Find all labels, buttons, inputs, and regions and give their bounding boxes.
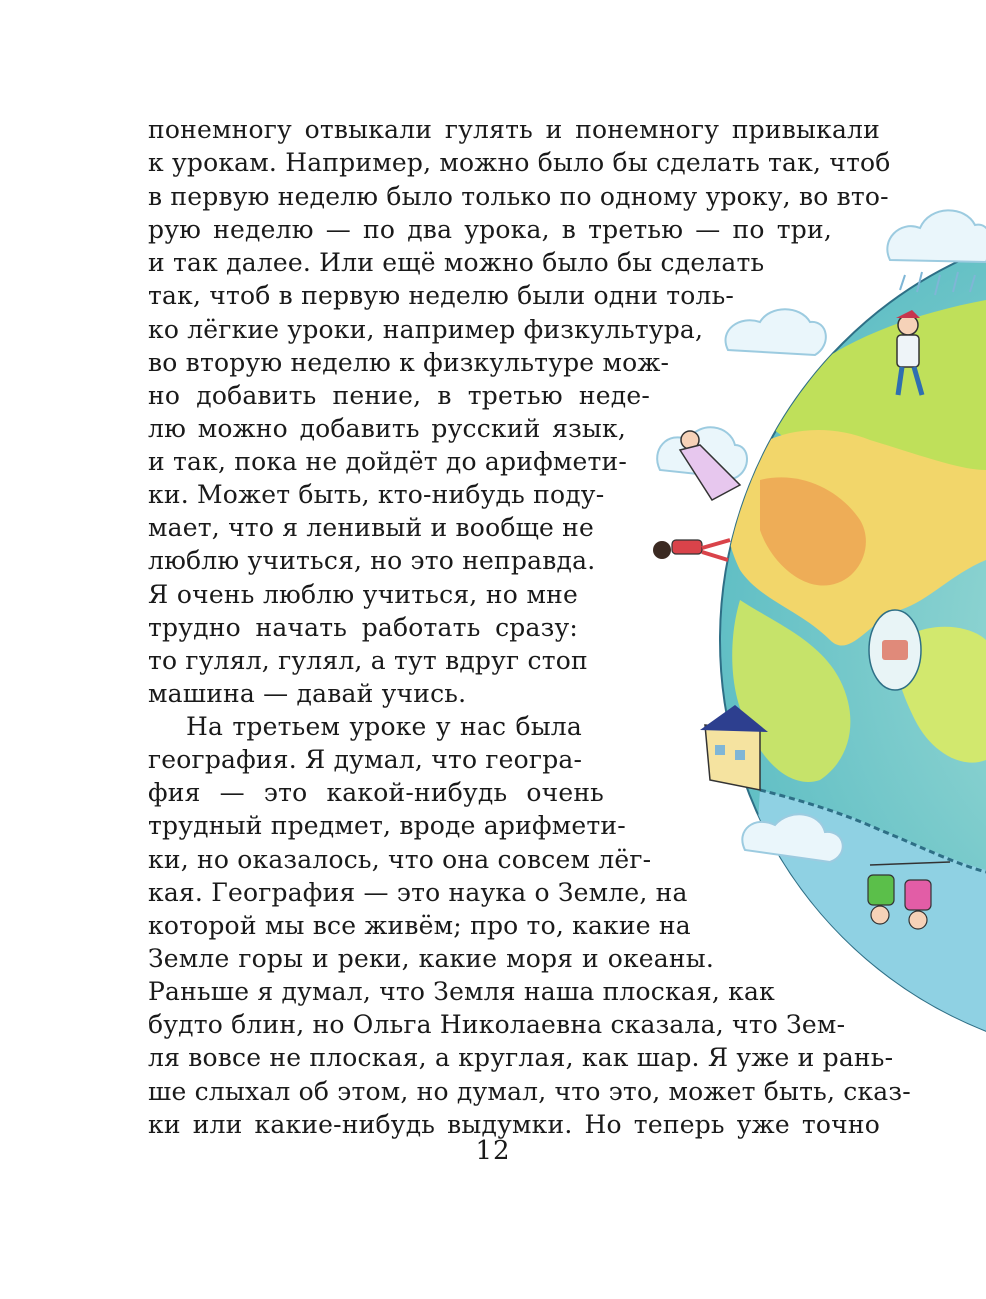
text-line: будто блин, но Ольга Николаевна сказала, что Зем- — [148, 1010, 846, 1039]
text-line: мает, что я ленивый и вообще не — [148, 513, 595, 542]
paragraph-first-line: На третьем уроке у нас была — [186, 712, 582, 741]
child-red-figure — [653, 540, 730, 560]
text-line: лю можно добавить русский язык, — [148, 414, 626, 443]
text-line: и так далее. Или ещё можно было бы сделать — [148, 248, 765, 277]
text-line: ше слыхал об этом, но думал, что это, может быть, сказ- — [148, 1077, 911, 1106]
text-line: Земле горы и реки, какие моря и океаны. — [148, 944, 714, 973]
text-line: но добавить пение, в третью неде- — [148, 381, 650, 410]
text-line: кая. География — это наука о Земле, на — [148, 878, 688, 907]
text-line: трудный предмет, вроде арифмети- — [148, 811, 626, 840]
text-line: к урокам. Например, можно было бы сделать так, чтоб — [148, 148, 891, 177]
text-line: трудно начать работать сразу: — [148, 613, 578, 642]
text-line: ки. Может быть, кто-нибудь поду- — [148, 480, 605, 509]
cloud-left-upper — [726, 309, 826, 355]
text-line: понемногу отвыкали гулять и понемногу привыкали — [148, 115, 880, 144]
text-line: машина — давай учись. — [148, 679, 467, 708]
boat-icon — [882, 640, 908, 660]
text-line: в первую неделю было только по одному уроку, во вто- — [148, 182, 889, 211]
text-line: ко лёгкие уроки, например физкультура, — [148, 315, 704, 344]
text-line: ки, но оказалось, что она совсем лёг- — [148, 845, 652, 874]
page-number: 12 — [475, 1136, 511, 1166]
text-line: география. Я думал, что геогра- — [148, 745, 583, 774]
text-line: ки или какие-нибудь выдумки. Но теперь уже точно — [148, 1110, 880, 1139]
text-line: рую неделю — по два урока, в третью — по три, — [148, 215, 832, 244]
text-line: и так, пока не дойдёт до арифмети- — [148, 447, 628, 476]
text-line: ля вовсе не плоская, а круглая, как шар. Я уже и рань- — [148, 1043, 894, 1072]
text-line: Раньше я думал, что Земля наша плоская, как — [148, 977, 775, 1006]
text-line: которой мы все живём; про то, какие на — [148, 911, 691, 940]
text-line: фия — это какой-нибудь очень — [148, 778, 604, 807]
text-line: люблю учиться, но это неправда. — [148, 546, 596, 575]
text-line: во вторую неделю к физкультуре мож- — [148, 348, 670, 377]
text-line: то гулял, гулял, а тут вдруг стоп — [148, 646, 588, 675]
text-line: так, чтоб в первую неделю были одни толь- — [148, 281, 735, 310]
text-line: Я очень люблю учиться, но мне — [148, 580, 578, 609]
